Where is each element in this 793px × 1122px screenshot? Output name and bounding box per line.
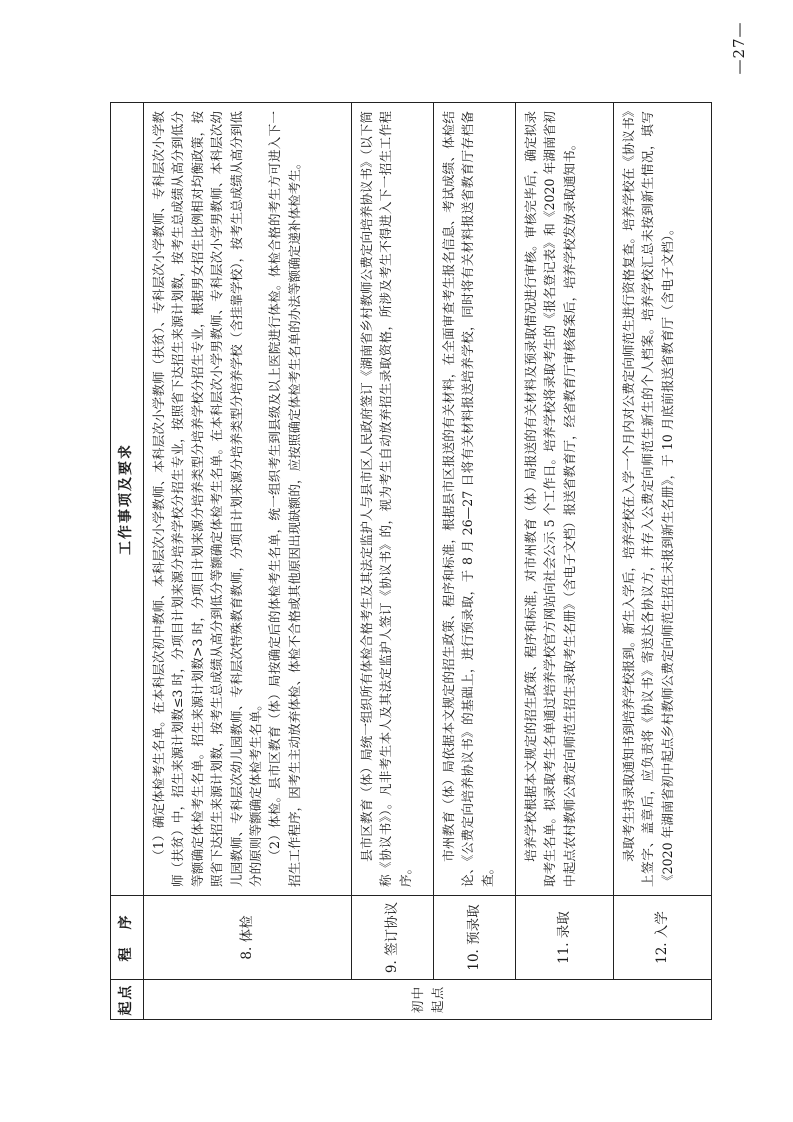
header-start: 起点 [111, 980, 144, 1020]
work-procedure-table [110, 102, 712, 1020]
requirements-admission [516, 103, 614, 896]
paragraph: 培养学校根据本文规定的招生政策、程序和标准，对市州教育（体）局报送的有关材料及预录取情况进行审核。审核完毕后，确定拟录取考生名单。拟录取考生名单通过培养学校官方网站向社会公示 5 个工作日。培养学校将录取考生的《报名登记表》和《2020 年湖南省初中起点农村教师公费定向师范生招生录取考生名册》（含电子文档）报送省教育厅，经省教育厅审核备案后，培养学校发放录取通知书。 [523, 111, 577, 887]
start-point-cell: 初中起点 [144, 980, 712, 1020]
requirements-enrollment [614, 103, 712, 896]
table-row [614, 103, 712, 1020]
step-pre-admission: 10. 预录取 [434, 896, 516, 980]
step-enrollment: 12. 入学 [614, 896, 712, 980]
table-row [434, 103, 516, 1020]
paragraph: （1）确定体检考生名单。在本科层次初中教师、本科层次小学教师、本科层次小学教师（扶贫）、专科层次小学教师、专科层次小学教师（扶贫）中，招生来源计划数≤3 时，分项目计划来源分培养学校分招生专业，按照省下达招生来源计划数，按考生总成绩从高分到低分等额确定体检考生名单。招生来源计划数>3 时，分项目计划来源分培养类型分培养学校分招生专业，根据男女招生比例相对均衡政策，按照省下达招生来源计划数，按考生总成绩从高分到低分等额确定体检考生名单。在本科层次小学男教师、专科层次小学男教师、本科层次幼儿园教师、专科层次幼儿园教师、专科层次特殊教育教师，分项目计划来源分培养类型分培养学校（含挂靠学校），按考生总成绩从高分到低分的原则等额确定体检考生名单。 [151, 111, 264, 887]
requirements-physical-exam [144, 103, 352, 896]
header-requirements: 工作事项及要求 [111, 103, 144, 896]
requirements-sign-agreement [352, 103, 434, 896]
header-step: 程 序 [111, 896, 144, 980]
step-admission: 11. 录取 [516, 896, 614, 980]
paragraph: 录取考生持录取通知书到培养学校报到。新生入学后，培养学校在入学一个月内对公费定向师范生进行资格复查。培养学校在《协议书》上签字、盖章后，应负责将《协议书》寄送达各协议方，并存入公费定向师范生新生的个人档案。培养学校汇总未按到新生情况，填写《2020 年湖南省初中起点乡村教师公费定向师范生招生未报到新生名册》，于 10 月底前报送省教育厅（含电子文档）。 [621, 111, 675, 887]
paragraph: 县市区教育（体）局统一组织所有体检合格考生及其法定监护人与县市区人民政府签订《湖南省乡村教师公费定向培养协议书》（以下简称《协议书》）。凡非考生本人及其法定监护人签订《协议书》的，视为考生自动放弃招生录取资格，所涉及考生不得进入下一招生工作程序。 [359, 111, 413, 887]
table-row [516, 103, 614, 1020]
step-sign-agreement: 9. 签订协议 [352, 896, 434, 980]
paragraph: （2）体检。县市区教育（体）局按确定后的体检考生名单，统一组织考生到县级及以上医院进行体检。体检合格的考生方可进入下一招生工作程序，因考生主动放弃体检、体检不合格或其他原因出现缺额的，应按照确定体检考生名单的办法等额确定递补体检考生。 [267, 111, 302, 887]
requirements-pre-admission [434, 103, 516, 896]
page-number: —27— [730, 21, 748, 75]
table-row [144, 103, 352, 1020]
step-physical-exam: 8. 体检 [144, 896, 352, 980]
table-row [352, 103, 434, 1020]
paragraph: 市州教育（体）局依据本文规定的招生政策、程序和标准，根据县市区报送的有关材料，在全面审查考生报名信息、考试成绩、体检结论、《公费定向培养协议书》的基础上，进行预录取，于 8 月 26—27 日将有关材料报送培养学校，同时将有关材料报送省教育厅存档备查。 [441, 111, 495, 887]
table-header-row [111, 103, 144, 1020]
